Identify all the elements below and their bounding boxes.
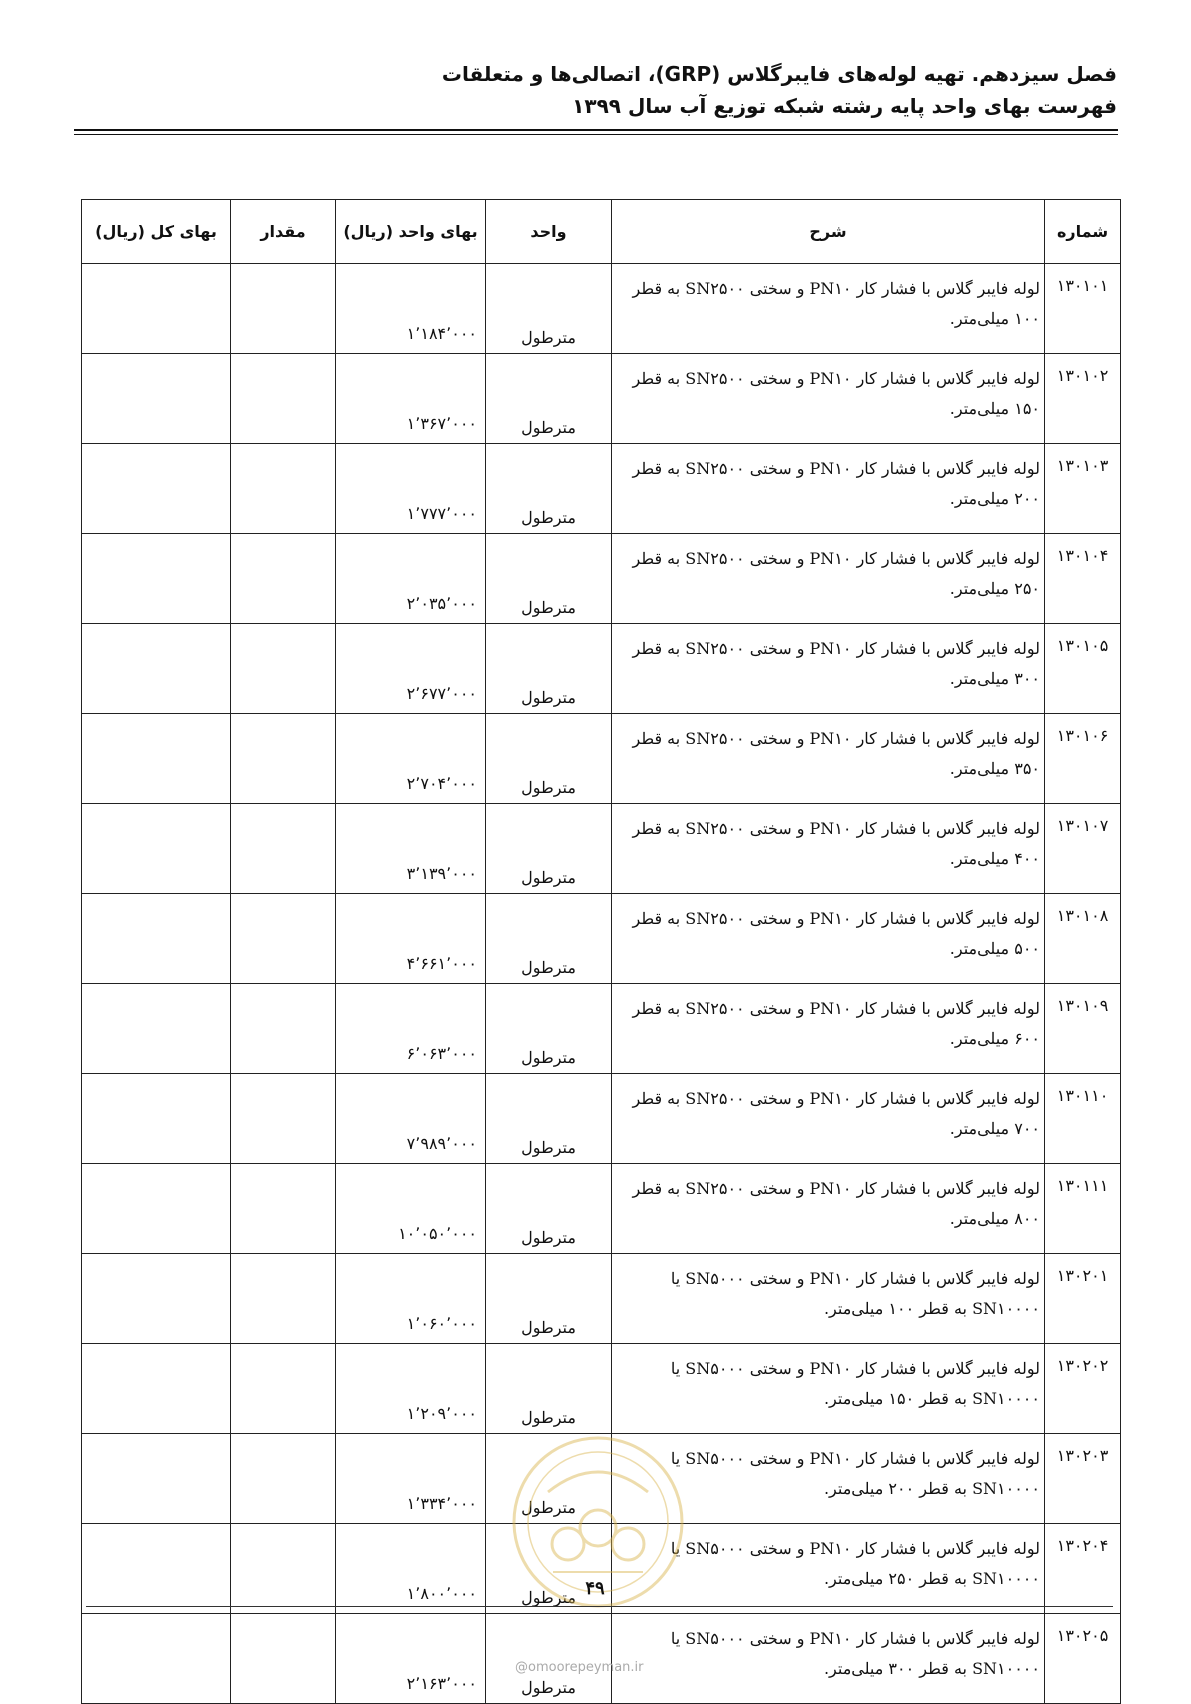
cell-total [82, 984, 231, 1074]
table-row [82, 1614, 1121, 1704]
cell-total [82, 534, 231, 624]
cell-code: ۱۳۰۱۱۱ [1045, 1164, 1121, 1254]
cell-desc: لوله فایبر گلاس با فشار کار PN۱۰ و سختی SN۲۵۰۰ به قطر ۳۵۰ میلی‌متر. [612, 714, 1045, 804]
cell-unit-price: ۲٬۱۶۳٬۰۰۰ [336, 1614, 486, 1704]
cell-desc: لوله فایبر گلاس با فشار کار PN۱۰ و سختی SN۵۰۰۰ یا SN۱۰۰۰۰ به قطر ۱۰۰ میلی‌متر. [612, 1254, 1045, 1344]
cell-unit: مترطول [486, 1254, 612, 1344]
cell-unit-price: ۶٬۰۶۳٬۰۰۰ [336, 984, 486, 1074]
cell-unit-price: ۱٬۲۰۹٬۰۰۰ [336, 1344, 486, 1434]
cell-qty [231, 804, 336, 894]
cell-total [82, 354, 231, 444]
cell-unit: مترطول [486, 624, 612, 714]
cell-desc: لوله فایبر گلاس با فشار کار PN۱۰ و سختی SN۲۵۰۰ به قطر ۶۰۰ میلی‌متر. [612, 984, 1045, 1074]
cell-qty [231, 444, 336, 534]
cell-unit-price: ۱٬۱۸۴٬۰۰۰ [336, 264, 486, 354]
col-header-unit: واحد [486, 200, 612, 264]
website-watermark: @omoorepeyman.ir [515, 1660, 644, 1675]
cell-total [82, 1344, 231, 1434]
cell-total [82, 1434, 231, 1524]
cell-total [82, 264, 231, 354]
cell-unit-price: ۷٬۹۸۹٬۰۰۰ [336, 1074, 486, 1164]
cell-code: ۱۳۰۱۰۴ [1045, 534, 1121, 624]
cell-unit: مترطول [486, 1434, 612, 1524]
cell-unit-price: ۱٬۸۰۰٬۰۰۰ [336, 1524, 486, 1614]
table-row [82, 624, 1121, 714]
cell-total [82, 624, 231, 714]
cell-unit: مترطول [486, 534, 612, 624]
cell-desc: لوله فایبر گلاس با فشار کار PN۱۰ و سختی SN۲۵۰۰ به قطر ۸۰۰ میلی‌متر. [612, 1164, 1045, 1254]
list-title: فهرست بهای واحد پایه رشته شبکه توزیع آب سال ۱۳۹۹ [572, 94, 1117, 118]
cell-desc: لوله فایبر گلاس با فشار کار PN۱۰ و سختی SN۲۵۰۰ به قطر ۱۵۰ میلی‌متر. [612, 354, 1045, 444]
col-header-unit-price: بهای واحد (ریال) [336, 200, 486, 264]
cell-total [82, 1614, 231, 1704]
cell-desc: لوله فایبر گلاس با فشار کار PN۱۰ و سختی SN۵۰۰۰ یا SN۱۰۰۰۰ به قطر ۳۰۰ میلی‌متر. [612, 1614, 1045, 1704]
cell-total [82, 444, 231, 534]
cell-qty [231, 1164, 336, 1254]
cell-unit: مترطول [486, 354, 612, 444]
cell-unit-price: ۳٬۱۳۹٬۰۰۰ [336, 804, 486, 894]
cell-code: ۱۳۰۱۰۲ [1045, 354, 1121, 444]
cell-unit: مترطول [486, 1524, 612, 1614]
table-row [82, 534, 1121, 624]
cell-code: ۱۳۰۲۰۴ [1045, 1524, 1121, 1614]
cell-code: ۱۳۰۲۰۱ [1045, 1254, 1121, 1344]
cell-unit-price: ۲٬۰۳۵٬۰۰۰ [336, 534, 486, 624]
cell-unit-price: ۱۰٬۰۵۰٬۰۰۰ [336, 1164, 486, 1254]
cell-code: ۱۳۰۲۰۵ [1045, 1614, 1121, 1704]
cell-qty [231, 534, 336, 624]
cell-code: ۱۳۰۱۱۰ [1045, 1074, 1121, 1164]
cell-unit-price: ۱٬۰۶۰٬۰۰۰ [336, 1254, 486, 1344]
col-header-qty: مقدار [231, 200, 336, 264]
cell-code: ۱۳۰۱۰۷ [1045, 804, 1121, 894]
cell-total [82, 1524, 231, 1614]
cell-desc: لوله فایبر گلاس با فشار کار PN۱۰ و سختی SN۲۵۰۰ به قطر ۵۰۰ میلی‌متر. [612, 894, 1045, 984]
cell-qty [231, 1344, 336, 1434]
cell-total [82, 1074, 231, 1164]
cell-unit-price: ۱٬۷۷۷٬۰۰۰ [336, 444, 486, 534]
table-row [82, 1254, 1121, 1344]
table-row [82, 984, 1121, 1074]
col-header-total: بهای کل (ریال) [82, 200, 231, 264]
cell-desc: لوله فایبر گلاس با فشار کار PN۱۰ و سختی SN۲۵۰۰ به قطر ۱۰۰ میلی‌متر. [612, 264, 1045, 354]
cell-code: ۱۳۰۱۰۳ [1045, 444, 1121, 534]
cell-qty [231, 1524, 336, 1614]
table-row [82, 1164, 1121, 1254]
cell-code: ۱۳۰۱۰۸ [1045, 894, 1121, 984]
table-header-row [82, 200, 1121, 264]
col-header-desc: شرح [612, 200, 1045, 264]
cell-desc: لوله فایبر گلاس با فشار کار PN۱۰ و سختی SN۵۰۰۰ یا SN۱۰۰۰۰ به قطر ۲۰۰ میلی‌متر. [612, 1434, 1045, 1524]
cell-unit: مترطول [486, 1074, 612, 1164]
cell-total [82, 1164, 231, 1254]
cell-code: ۱۳۰۲۰۲ [1045, 1344, 1121, 1434]
cell-total [82, 714, 231, 804]
col-header-code: شماره [1045, 200, 1121, 264]
cell-total [82, 894, 231, 984]
cell-unit-price: ۲٬۷۰۴٬۰۰۰ [336, 714, 486, 804]
cell-unit: مترطول [486, 1344, 612, 1434]
chapter-title: فصل سیزدهم. تهیه لوله‌های فایبرگلاس (GRP)، اتصالی‌ها و متعلقات [441, 62, 1117, 86]
header-rule-thin [74, 134, 1118, 135]
cell-qty [231, 1614, 336, 1704]
footer-rule [86, 1606, 1113, 1607]
cell-qty [231, 354, 336, 444]
cell-unit-price: ۱٬۳۳۴٬۰۰۰ [336, 1434, 486, 1524]
cell-unit: مترطول [486, 444, 612, 534]
cell-code: ۱۳۰۱۰۵ [1045, 624, 1121, 714]
cell-desc: لوله فایبر گلاس با فشار کار PN۱۰ و سختی SN۲۵۰۰ به قطر ۷۰۰ میلی‌متر. [612, 1074, 1045, 1164]
cell-qty [231, 984, 336, 1074]
cell-unit: مترطول [486, 1164, 612, 1254]
cell-qty [231, 714, 336, 804]
cell-unit: مترطول [486, 984, 612, 1074]
cell-unit-price: ۴٬۶۶۱٬۰۰۰ [336, 894, 486, 984]
cell-desc: لوله فایبر گلاس با فشار کار PN۱۰ و سختی SN۵۰۰۰ یا SN۱۰۰۰۰ به قطر ۲۵۰ میلی‌متر. [612, 1524, 1045, 1614]
cell-desc: لوله فایبر گلاس با فشار کار PN۱۰ و سختی SN۲۵۰۰ به قطر ۴۰۰ میلی‌متر. [612, 804, 1045, 894]
cell-unit-price: ۱٬۳۶۷٬۰۰۰ [336, 354, 486, 444]
page-number: ۴۹ [585, 1578, 605, 1599]
cell-qty [231, 894, 336, 984]
cell-unit-price: ۲٬۶۷۷٬۰۰۰ [336, 624, 486, 714]
cell-desc: لوله فایبر گلاس با فشار کار PN۱۰ و سختی SN۲۵۰۰ به قطر ۲۵۰ میلی‌متر. [612, 534, 1045, 624]
table-row [82, 894, 1121, 984]
cell-code: ۱۳۰۲۰۳ [1045, 1434, 1121, 1524]
table-row [82, 1344, 1121, 1434]
cell-unit: مترطول [486, 894, 612, 984]
cell-code: ۱۳۰۱۰۱ [1045, 264, 1121, 354]
cell-code: ۱۳۰۱۰۹ [1045, 984, 1121, 1074]
cell-desc: لوله فایبر گلاس با فشار کار PN۱۰ و سختی SN۲۵۰۰ به قطر ۳۰۰ میلی‌متر. [612, 624, 1045, 714]
cell-qty [231, 1434, 336, 1524]
table-row [82, 264, 1121, 354]
cell-unit: مترطول [486, 1614, 612, 1704]
table-row [82, 804, 1121, 894]
table-row [82, 444, 1121, 534]
table-row [82, 1074, 1121, 1164]
cell-total [82, 1254, 231, 1344]
table-row [82, 354, 1121, 444]
cell-qty [231, 1074, 336, 1164]
page-header [74, 58, 1117, 122]
cell-unit: مترطول [486, 804, 612, 894]
cell-desc: لوله فایبر گلاس با فشار کار PN۱۰ و سختی SN۵۰۰۰ یا SN۱۰۰۰۰ به قطر ۱۵۰ میلی‌متر. [612, 1344, 1045, 1434]
cell-unit: مترطول [486, 264, 612, 354]
table-row [82, 714, 1121, 804]
cell-qty [231, 1254, 336, 1344]
header-rule-thick [74, 129, 1118, 131]
cell-qty [231, 624, 336, 714]
cell-desc: لوله فایبر گلاس با فشار کار PN۱۰ و سختی SN۲۵۰۰ به قطر ۲۰۰ میلی‌متر. [612, 444, 1045, 534]
cell-unit: مترطول [486, 714, 612, 804]
cell-total [82, 804, 231, 894]
cell-qty [231, 264, 336, 354]
cell-code: ۱۳۰۱۰۶ [1045, 714, 1121, 804]
